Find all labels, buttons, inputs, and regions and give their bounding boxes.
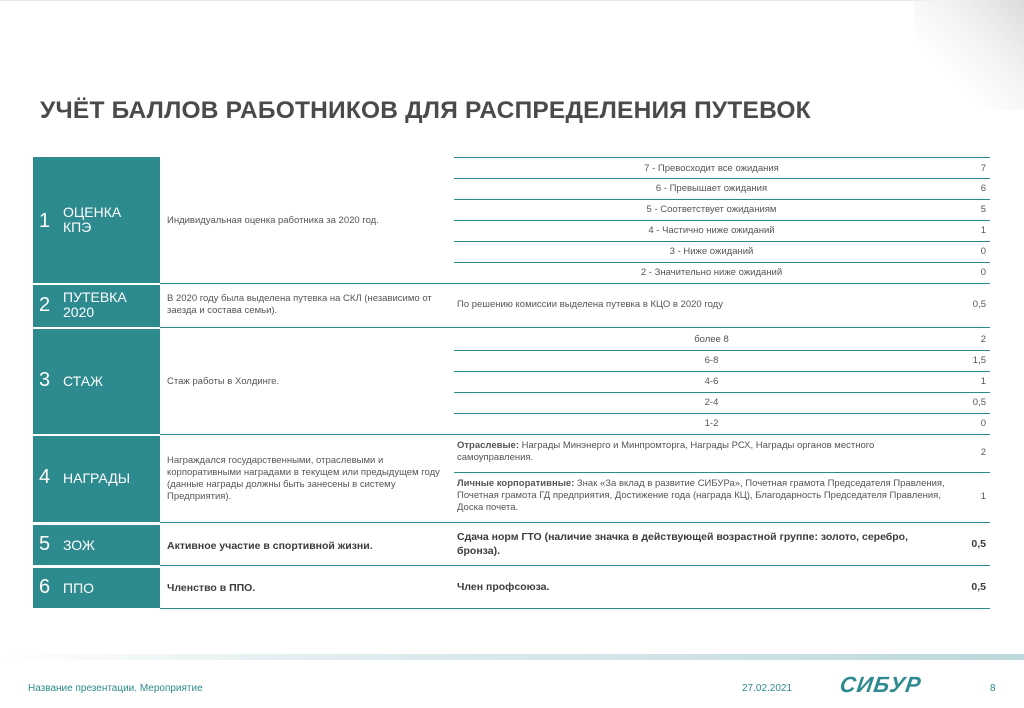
sibur-logo: СИБУР bbox=[838, 672, 924, 697]
section-description: Членство в ППО. bbox=[167, 582, 256, 594]
section-name: СТАЖ bbox=[63, 373, 103, 389]
section-description: Награждался государственными, отраслевыми и корпоративными наградами в текущем или предыдущем году (данные награды должны быть занесены в систему Предприятия). bbox=[167, 455, 440, 502]
divider bbox=[160, 434, 990, 435]
section-label bbox=[33, 525, 160, 565]
section-label bbox=[33, 329, 160, 434]
footer-decor-line bbox=[0, 654, 1024, 660]
section-voucher bbox=[33, 285, 990, 327]
section-healthy-lifestyle bbox=[33, 525, 990, 565]
section-description: Стаж работы в Холдинге. bbox=[167, 376, 280, 387]
table-row: Сдача норм ГТО (наличие значка в действующей возрастной группе: золото, серебро, бронза). 0,5 bbox=[457, 531, 986, 557]
footer-presentation-name: Название презентации. Мероприятие bbox=[28, 683, 203, 694]
section-number: 1 bbox=[39, 210, 51, 232]
table-row: 5 - Соответствует ожиданиям 5 bbox=[454, 199, 990, 220]
top-border bbox=[0, 0, 1024, 1]
section-tenure bbox=[33, 329, 990, 434]
divider bbox=[160, 608, 990, 609]
page-number: 8 bbox=[990, 683, 996, 694]
section-name: ЗОЖ bbox=[63, 537, 95, 553]
table-row: По решению комиссии выделена путевка в КЦО в 2020 году 0,5 bbox=[457, 299, 986, 310]
section-number: 6 bbox=[39, 576, 51, 598]
table-row: 7 - Превосходит все ожидания 7 bbox=[454, 157, 990, 178]
section-number: 5 bbox=[39, 533, 51, 555]
table-row: Член профсоюза. 0,5 bbox=[457, 581, 986, 593]
table-row: 4 - Частично ниже ожиданий 1 bbox=[454, 220, 990, 241]
divider bbox=[160, 283, 990, 284]
section-union bbox=[33, 568, 990, 608]
footer-date: 27.02.2021 bbox=[742, 683, 793, 694]
section-description: В 2020 году была выделена путевка на СКЛ (независимо от заезда и состава семьи). bbox=[167, 293, 432, 316]
table-row: 3 - Ниже ожиданий 0 bbox=[454, 241, 990, 262]
table-row: более 8 2 bbox=[694, 334, 986, 345]
section-awards bbox=[33, 436, 990, 522]
divider bbox=[160, 522, 990, 523]
section-number: 2 bbox=[39, 294, 51, 316]
table-row: 4-6 1 bbox=[454, 371, 990, 392]
section-label bbox=[33, 568, 160, 608]
table-row: 2-4 0,5 bbox=[454, 392, 990, 413]
section-number: 3 bbox=[39, 369, 51, 391]
section-name: НАГРАДЫ bbox=[63, 470, 131, 486]
section-name: ПУТЕВКА 2020 bbox=[63, 289, 127, 320]
divider bbox=[160, 327, 990, 328]
divider bbox=[160, 565, 990, 566]
section-number: 4 bbox=[39, 466, 51, 488]
section-kpe bbox=[33, 157, 990, 283]
table-row: Отраслевые: Награды Минэнерго и Минпромторга, Награды РСХ, Награды органов местного самоуправления. 2 bbox=[457, 440, 986, 463]
section-label bbox=[33, 436, 160, 522]
table-row: Личные корпоративные: Знак «За вклад в развитие СИБУРа», Почетная грамота Председателя Правления, Почетная грамота ГД предприятия, Достижение года (награда КЦ), Благодарность Председателя Правления, Доска почета. 1 bbox=[454, 472, 990, 522]
section-description: Индивидуальная оценка работника за 2020 год. bbox=[167, 215, 379, 226]
section-label bbox=[33, 285, 160, 327]
table-row: 2 - Значительно ниже ожиданий 0 bbox=[454, 262, 990, 283]
page-curl-shadow bbox=[914, 0, 1024, 110]
section-description: Активное участие в спортивной жизни. bbox=[167, 540, 373, 552]
table-row: 1-2 0 bbox=[454, 413, 990, 434]
section-name: ОЦЕНКА КПЭ bbox=[63, 204, 122, 235]
table-row: 6 - Превышает ожидания 6 bbox=[454, 178, 990, 199]
slide-title: УЧЁТ БАЛЛОВ РАБОТНИКОВ ДЛЯ РАСПРЕДЕЛЕНИЯ ПУТЕВОК bbox=[40, 97, 811, 124]
section-label bbox=[33, 157, 160, 283]
table-row: 6-8 1,5 bbox=[454, 350, 990, 371]
section-name: ППО bbox=[63, 580, 95, 596]
